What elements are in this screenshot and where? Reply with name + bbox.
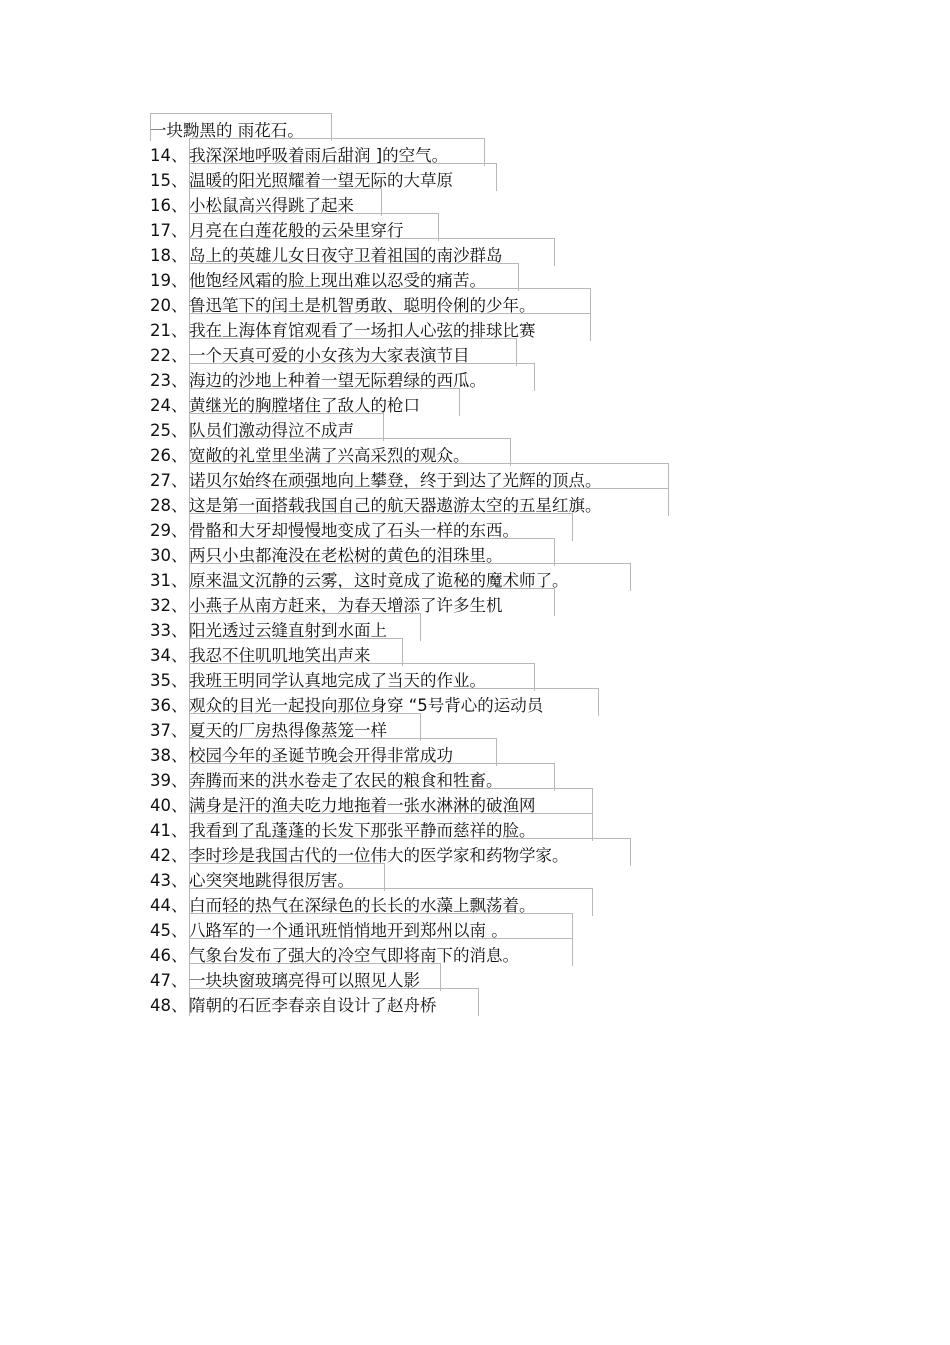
item-number: 37、: [150, 721, 188, 740]
item-number: 34、: [150, 646, 188, 665]
item-number: 15、: [150, 171, 188, 190]
item-text: 两只小虫都淹没在老松树的黄色的泪珠里。: [189, 546, 503, 565]
item-number: 22、: [150, 346, 188, 365]
item-text: 我深深地呼吸着雨后甜润 ]的空气。: [189, 146, 449, 165]
item-text: 白而轻的热气在深绿色的长长的水藻上飘荡着。: [189, 896, 536, 915]
item-text: 这是第一面搭载我国自己的航天器遨游太空的五星红旗。: [189, 496, 602, 515]
item-text: 奔腾而来的洪水卷走了农民的粮食和牲畜。: [189, 771, 503, 790]
item-text: 小松鼠高兴得跳了起来: [189, 196, 354, 215]
item-number: 27、: [150, 471, 188, 490]
item-text: 岛上的英雄儿女日夜守卫着祖国的南沙群岛: [189, 246, 503, 265]
item-text: 观众的目光一起投向那位身穿 “5号背心的运动员: [189, 696, 544, 715]
item-number: 35、: [150, 671, 188, 690]
item-number: 48、: [150, 996, 188, 1015]
item-text: 原来温文沉静的云雾，这时竟成了诡秘的魔术师了。: [189, 571, 569, 590]
item-number: 46、: [150, 946, 188, 965]
item-text: 一个天真可爱的小女孩为大家表演节目: [189, 346, 470, 365]
item-text: 满身是汗的渔夫吃力地拖着一张水淋淋的破渔网: [189, 796, 536, 815]
list-item: [150, 993, 850, 1018]
item-number: 23、: [150, 371, 188, 390]
item-text: 海边的沙地上种着一望无际碧绿的西瓜。: [189, 371, 486, 390]
item-text: 骨骼和大牙却慢慢地变成了石头一样的东西。: [189, 521, 519, 540]
item-number: 21、: [150, 321, 188, 340]
item-text: 队员们激动得泣不成声: [189, 421, 354, 440]
item-number: 18、: [150, 246, 188, 265]
item-text: 我看到了乱蓬蓬的长发下那张平静而慈祥的脸。: [189, 821, 536, 840]
item-number: 45、: [150, 921, 188, 940]
item-number: 40、: [150, 796, 188, 815]
item-number: 36、: [150, 696, 188, 715]
item-number: 42、: [150, 846, 188, 865]
item-number: 19、: [150, 271, 188, 290]
item-text: 小燕子从南方赶来，为春天增添了许多生机: [189, 596, 503, 615]
item-number: 38、: [150, 746, 188, 765]
item-number: 14、: [150, 146, 188, 165]
item-number: 25、: [150, 421, 188, 440]
item-number: 41、: [150, 821, 188, 840]
item-text: 诺贝尔始终在顽强地向上攀登，终于到达了光辉的顶点。: [189, 471, 602, 490]
item-text: 气象台发布了强大的冷空气即将南下的消息。: [189, 946, 519, 965]
item-text: 温暖的阳光照耀着一望无际的大草原: [189, 171, 453, 190]
item-number: 28、: [150, 496, 188, 515]
item-number: 32、: [150, 596, 188, 615]
item-text: 隋朝的石匠李春亲自设计了赵舟桥: [189, 996, 437, 1015]
item-number: 30、: [150, 546, 188, 565]
item-number: 31、: [150, 571, 188, 590]
item-text: 黄继光的胸膛堵住了敌人的枪口: [189, 396, 420, 415]
item-number: 43、: [150, 871, 188, 890]
item-number: 47、: [150, 971, 188, 990]
item-text: 阳光透过云缝直射到水面上: [189, 621, 387, 640]
item-text: 我班王明同学认真地完成了当天的作业。: [189, 671, 486, 690]
item-number: 17、: [150, 221, 188, 240]
item-text: 我在上海体育馆观看了一场扣人心弦的排球比赛: [189, 321, 536, 340]
item-number: 29、: [150, 521, 188, 540]
item-number: 33、: [150, 621, 188, 640]
item-text: 我忍不住叽叽地笑出声来: [189, 646, 371, 665]
item-text: 他饱经风霜的脸上现出难以忍受的痛苦。: [189, 271, 486, 290]
item-number: 44、: [150, 896, 188, 915]
item-text: 校园今年的圣诞节晚会开得非常成功: [189, 746, 453, 765]
item-text: 心突突地跳得很厉害。: [189, 871, 354, 890]
item-number: 20、: [150, 296, 188, 315]
item-text: 夏天的厂房热得像蒸笼一样: [189, 721, 387, 740]
item-text: 一块块窗玻璃亮得可以照见人影: [189, 971, 420, 990]
item-number: 16、: [150, 196, 188, 215]
item-number: 24、: [150, 396, 188, 415]
item-text: 宽敞的礼堂里坐满了兴高采烈的观众。: [189, 446, 470, 465]
item-text: 鲁迅笔下的闰土是机智勇敢、聪明伶俐的少年。: [189, 296, 536, 315]
item-text: 八路军的一个通讯班悄悄地开到郑州以南 。: [189, 921, 508, 940]
item-number: 39、: [150, 771, 188, 790]
item-text: 月亮在白莲花般的云朵里穿行: [189, 221, 404, 240]
item-text: 李时珍是我国古代的一位伟大的医学家和药物学家。: [189, 846, 569, 865]
item-text: 一块黝黑的 雨花石。: [150, 121, 304, 140]
item-number: 26、: [150, 446, 188, 465]
